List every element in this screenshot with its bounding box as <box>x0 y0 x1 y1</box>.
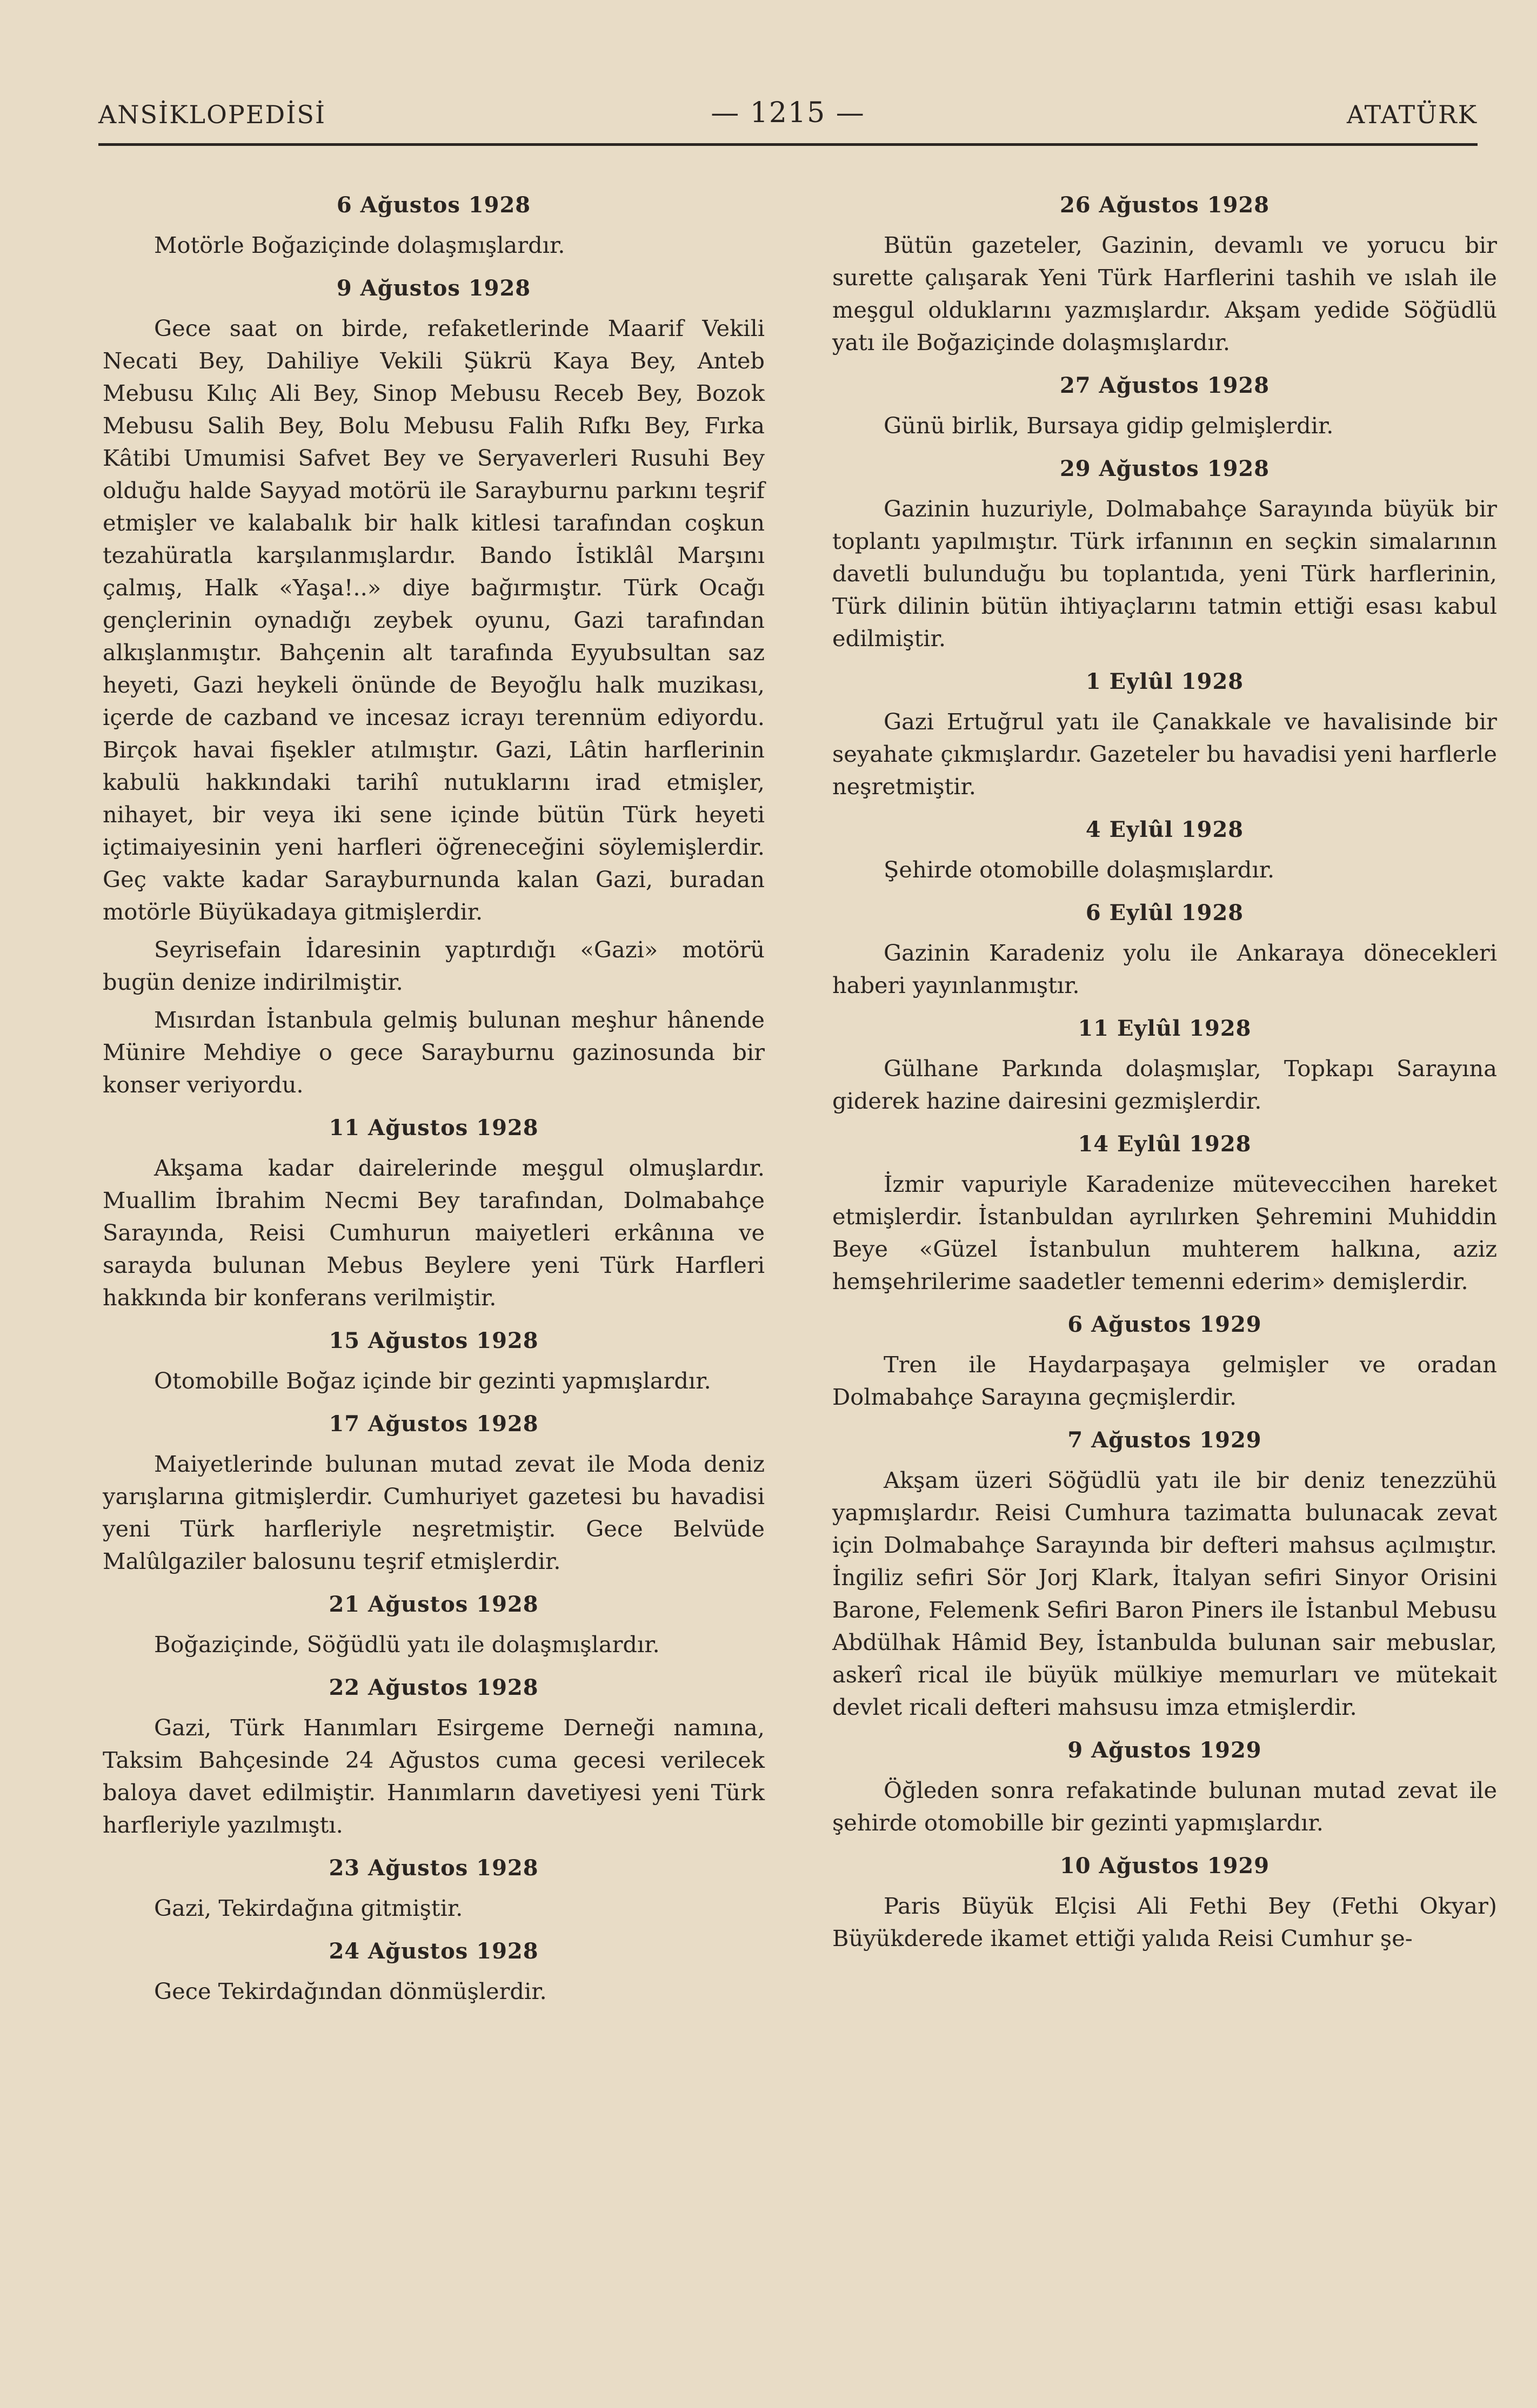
entry-date: 11 Eylûl 1928 <box>1078 1016 1252 1041</box>
entry-date: 27 Ağustos 1928 <box>1059 373 1270 398</box>
header-rule <box>98 143 1478 146</box>
entry-paragraph: Gazinin Karadeniz yolu ile Ankaraya dönecekleri haberi yayınlanmıştır. <box>832 940 1497 998</box>
diary-entry <box>832 189 1497 359</box>
entry-date: 14 Eylûl 1928 <box>1078 1131 1252 1157</box>
entry-paragraph: Gazinin huzuriyle, Dolmabahçe Sarayında büyük bir toplantı yapılmıştır. Türk irfanının en seçkin simalarının davetli bulunduğu bu toplantıda, yeni Türk harflerinin, Türk dilinin bütün ihtiyaçlarını tatmin ettiği esası kabul edilmiştir. <box>832 495 1497 652</box>
entry-paragraph: Gazi, Tekirdağına gitmiştir. <box>154 1895 463 1921</box>
diary-entry <box>832 1424 1497 1723</box>
entry-paragraph: Maiyetlerinde bulunan mutad zevat ile Moda deniz yarışlarına gitmişlerdir. Cumhuriyet gazetesi bu havadisi yeni Türk harfleriyle neşretmiştir. Gece Belvüde Malûlgaziler balosunu teşrif etmişlerdir. <box>103 1451 765 1574</box>
diary-entry <box>103 1588 765 1661</box>
entry-date: 29 Ağustos 1928 <box>1059 456 1270 481</box>
entry-paragraph: Şehirde otomobille dolaşmışlardır. <box>884 856 1275 883</box>
diary-entry <box>103 1935 765 2008</box>
diary-entry <box>832 897 1497 1002</box>
entry-paragraph: Gece saat on birde, refaketlerinde Maarif Vekili Necati Bey, Dahiliye Vekili Şükrü Kaya Bey, Anteb Mebusu Kılıç Ali Bey, Sinop Mebusu Receb Bey, Bozok Mebusu Salih Bey, Bolu Mebusu Falih Rıfkı Bey, Fırka Kâtibi Umumisi Safvet Bey ve Seryaverleri Rusuhi Bey olduğu halde Sayyad motörü ile Sarayburnu parkını teşrif etmişler ve kalabalık bir halk kitlesi tarafından coşkun tezahüratla karşılanmışlardır. Bando İstiklâl Marşını çalmış, Halk «Yaşa!..» diye bağırmıştır. Türk Ocağı gençlerinin oynadığı zeybek oyunu, Gazi tarafından alkışlanmıştır. Bahçenin alt tarafında Eyyubsultan saz heyeti, Gazi heykeli önünde de Beyoğlu halk muzikası, içerde de cazband ve incesaz icrayı terennüm ediyordu. Birçok havai fişekler atılmıştır. Gazi, Lâtin harflerinin kabulü hakkındaki tarihî nutuklarını irad etmişler, nihayet, bir veya iki sene içinde bütün Türk heyeti içtimaiyesinin yeni harfleri öğreneceğini söylemişlerdir. Geç vakte kadar Sarayburnunda kalan Gazi, buradan motörle Büyükadaya gitmişlerdir. <box>103 315 765 925</box>
entry-paragraph: Gazi Ertuğrul yatı ile Çanakkale ve havalisinde bir seyahate çıkmışlardır. Gazeteler bu havadisi yeni harflerle neşretmiştir. <box>832 708 1497 800</box>
diary-entry <box>103 1672 765 1841</box>
entry-date: 11 Ağustos 1928 <box>329 1115 539 1141</box>
entry-date: 6 Ağustos 1928 <box>336 192 531 218</box>
entry-paragraph: Tren ile Haydarpaşaya gelmişler ve oradan Dolmabahçe Sarayına geçmişlerdir. <box>832 1351 1497 1410</box>
entry-date: 9 Ağustos 1928 <box>336 276 531 301</box>
right-column <box>832 178 1497 1960</box>
diary-entry <box>832 370 1497 442</box>
diary-entry <box>103 272 765 1101</box>
entry-paragraph: Motörle Boğaziçinde dolaşmışlardır. <box>154 232 565 258</box>
diary-entry <box>832 453 1497 655</box>
entry-date: 24 Ağustos 1928 <box>329 1939 539 1964</box>
diary-entry <box>832 1128 1497 1298</box>
entry-paragraph: Paris Büyük Elçisi Ali Fethi Bey (Fethi Okyar) Büyükderede ikamet ettiği yalıda Reisi Cumhur şe- <box>832 1893 1497 1951</box>
entry-paragraph: Boğaziçinde, Söğüdlü yatı ile dolaşmışlardır. <box>154 1631 660 1658</box>
diary-entry <box>832 1850 1497 1955</box>
header-left-title: ANSİKLOPEDİSİ <box>98 100 326 129</box>
diary-entry <box>832 814 1497 886</box>
diary-entry <box>103 1408 765 1578</box>
page-number: — 1215 — <box>711 97 865 129</box>
entry-date: 10 Ağustos 1929 <box>1059 1853 1270 1879</box>
entry-paragraph: Gazi, Türk Hanımları Esirgeme Derneği namına, Taksim Bahçesinde 24 Ağustos cuma gecesi verilecek baloya davet edilmiştir. Hanımların davetiyesi yeni Türk harfleriyle yazılmıştı. <box>103 1714 765 1838</box>
entry-date: 15 Ağustos 1928 <box>329 1328 539 1353</box>
entry-paragraph: İzmir vapuriyle Karadenize müteveccihen hareket etmişlerdir. İstanbuldan ayrılırken Şehremini Muhiddin Beye «Güzel İstanbulun muhterem halkına, aziz hemşehrilerime saadetler temenni ederim» demişlerdir. <box>832 1171 1497 1294</box>
entry-date: 23 Ağustos 1928 <box>329 1855 539 1881</box>
entry-paragraph: Öğleden sonra refakatinde bulunan mutad zevat ile şehirde otomobille bir gezinti yapmışlardır. <box>832 1777 1497 1836</box>
entry-date: 22 Ağustos 1928 <box>329 1675 539 1700</box>
diary-entry <box>103 189 765 261</box>
entry-date: 1 Eylûl 1928 <box>1085 669 1244 694</box>
diary-entry <box>832 1012 1497 1117</box>
left-column <box>103 178 765 2013</box>
entry-paragraph: Mısırdan İstanbula gelmiş bulunan meşhur hânende Münire Mehdiye o gece Sarayburnu gazinosunda bir konser veriyordu. <box>103 1007 765 1098</box>
entry-date: 17 Ağustos 1928 <box>329 1411 539 1437</box>
entry-date: 4 Eylûl 1928 <box>1085 817 1244 842</box>
entry-paragraph: Bütün gazeteler, Gazinin, devamlı ve yorucu bir surette çalışarak Yeni Türk Harflerini tashih ve ıslah ile meşgul olduklarını yazmışlardır. Akşam yedide Söğüdlü yatı ile Boğaziçinde dolaşmışlardır. <box>832 232 1497 356</box>
entry-date: 6 Ağustos 1929 <box>1067 1312 1262 1337</box>
header-right-title: ATATÜRK <box>1346 100 1478 129</box>
entry-paragraph: Akşam üzeri Söğüdlü yatı ile bir deniz tenezzühü yapmışlardır. Reisi Cumhura tazimatta bulunacak zevat için Dolmabahçe Sarayında bir defteri mahsus açılmıştır. İngiliz sefiri Sör Jorj Klark, İtalyan sefiri Sinyor Orisini Barone, Felemenk Sefiri Baron Piners ile İstanbul Mebusu Abdülhak Hâmid Bey, İstanbulda bulunan sair mebuslar, askerî rical ile büyük mülkiye memurları ve mütekait devlet ricali defteri mahsusu imza etmişlerdir. <box>832 1467 1497 1720</box>
diary-entry <box>832 1734 1497 1839</box>
diary-entry <box>832 666 1497 803</box>
entry-date: 9 Ağustos 1929 <box>1067 1738 1262 1763</box>
entry-paragraph: Akşama kadar dairelerinde meşgul olmuşlardır. Muallim İbrahim Necmi Bey tarafından, Dolmabahçe Sarayında, Reisi Cumhurun maiyetleri erkânına ve sarayda bulunan Mebus Beylere yeni Türk Harfleri hakkında bir konferans verilmiştir. <box>103 1155 765 1311</box>
entry-date: 6 Eylûl 1928 <box>1085 900 1244 925</box>
entry-date: 21 Ağustos 1928 <box>329 1592 539 1617</box>
diary-entry <box>103 1325 765 1397</box>
entry-date: 7 Ağustos 1929 <box>1067 1427 1262 1453</box>
page-header <box>98 95 1478 144</box>
diary-entry <box>832 1309 1497 1413</box>
entry-paragraph: Gece Tekirdağından dönmüşlerdir. <box>154 1978 547 2004</box>
diary-entry <box>103 1852 765 1924</box>
diary-entry <box>103 1112 765 1314</box>
entry-paragraph: Seyrisefain İdaresinin yaptırdığı «Gazi» motörü bugün denize indirilmiştir. <box>103 936 765 995</box>
entry-paragraph: Otomobille Boğaz içinde bir gezinti yapmışlardır. <box>154 1367 711 1394</box>
entry-date: 26 Ağustos 1928 <box>1059 192 1270 218</box>
entry-paragraph: Gülhane Parkında dolaşmışlar, Topkapı Sarayına giderek hazine dairesini gezmişlerdir. <box>832 1055 1497 1114</box>
entry-paragraph: Günü birlik, Bursaya gidip gelmişlerdir. <box>884 412 1334 439</box>
